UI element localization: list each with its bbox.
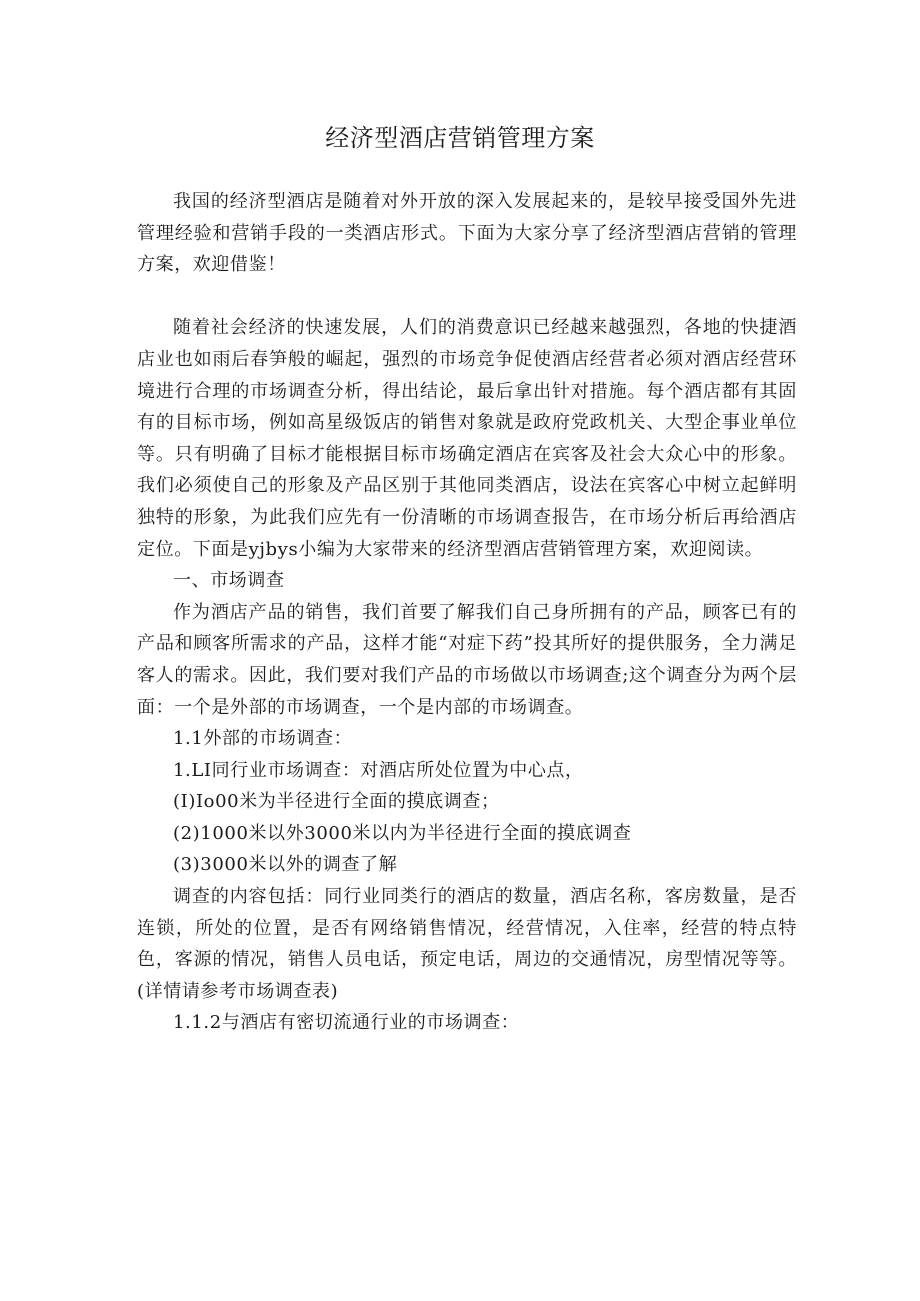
list-item-radius-3: (3)3000米以外的调查了解 [173,854,398,876]
subsection-heading-external-survey: 1.1外部的市场调查： [173,728,353,750]
intro-paragraph: 我国的经济型酒店是随着对外开放的深入发展起来的，是较早接受国外先进管理经验和营销手段的一类酒店形式。下面为大家分享了经济型酒店营销的管理方案，欢迎借鉴！ [137,191,797,276]
list-item-radius-1: (I)Io00米为半径进行全面的摸底调查； [173,791,500,813]
section-heading-market-survey: 一、市场调查 [173,570,285,592]
background-paragraph: 随着社会经济的快速发展，人们的消费意识已经越来越强烈，各地的快捷酒店业也如雨后春笋般的崛起，强烈的市场竞争促使酒店经营者必须对酒店经营环境进行合理的市场调查分析，得出结论，最后拿出针对措施。每个酒店都有其固有的目标市场，例如高星级饭店的销售对象就是政府党政机关、大型企事业单位等。只有明确了目标才能根据目标市场确定酒店在宾客及社会大众心中的形象。我们必须使自己的形象及产品区别于其他同类酒店，设法在宾客心中树立起鲜明独特的形象，为此我们应先有一份清晰的市场调查报告，在市场分析后再给酒店定位。下面是yjbys小编为大家带来的经济型酒店营销管理方案，欢迎阅读。 [137,317,797,560]
subsection-heading-peer-survey: 1.LI同行业市场调查：对酒店所处位置为中心点， [173,759,584,781]
market-survey-paragraph: 作为酒店产品的销售，我们首要了解我们自己身所拥有的产品，顾客已有的产品和顾客所需求的产品，这样才能“对症下药”投其所好的提供服务，全力满足客人的需求。因此，我们要对我们产品的市场做以市场调查;这个调查分为两个层面：一个是外部的市场调查，一个是内部的市场调查。 [137,601,797,718]
subsection-heading-related-industry: 1.1.2与酒店有密切流通行业的市场调查： [173,1012,520,1034]
document-title: 经济型酒店营销管理方案 [325,124,595,152]
list-item-radius-2: (2)1000米以外3000米以内为半径进行全面的摸底调查 [173,822,632,844]
survey-content-paragraph: 调查的内容包括：同行业同类行的酒店的数量，酒店名称，客房数量，是否连锁，所处的位置，是否有网络销售情况，经营情况，入住率，经营的特点特色，客源的情况，销售人员电话，预定电话，周边的交通情况，房型情况等等。(详情请参考市场调查表) [137,886,797,1002]
document-body [137,186,797,1039]
